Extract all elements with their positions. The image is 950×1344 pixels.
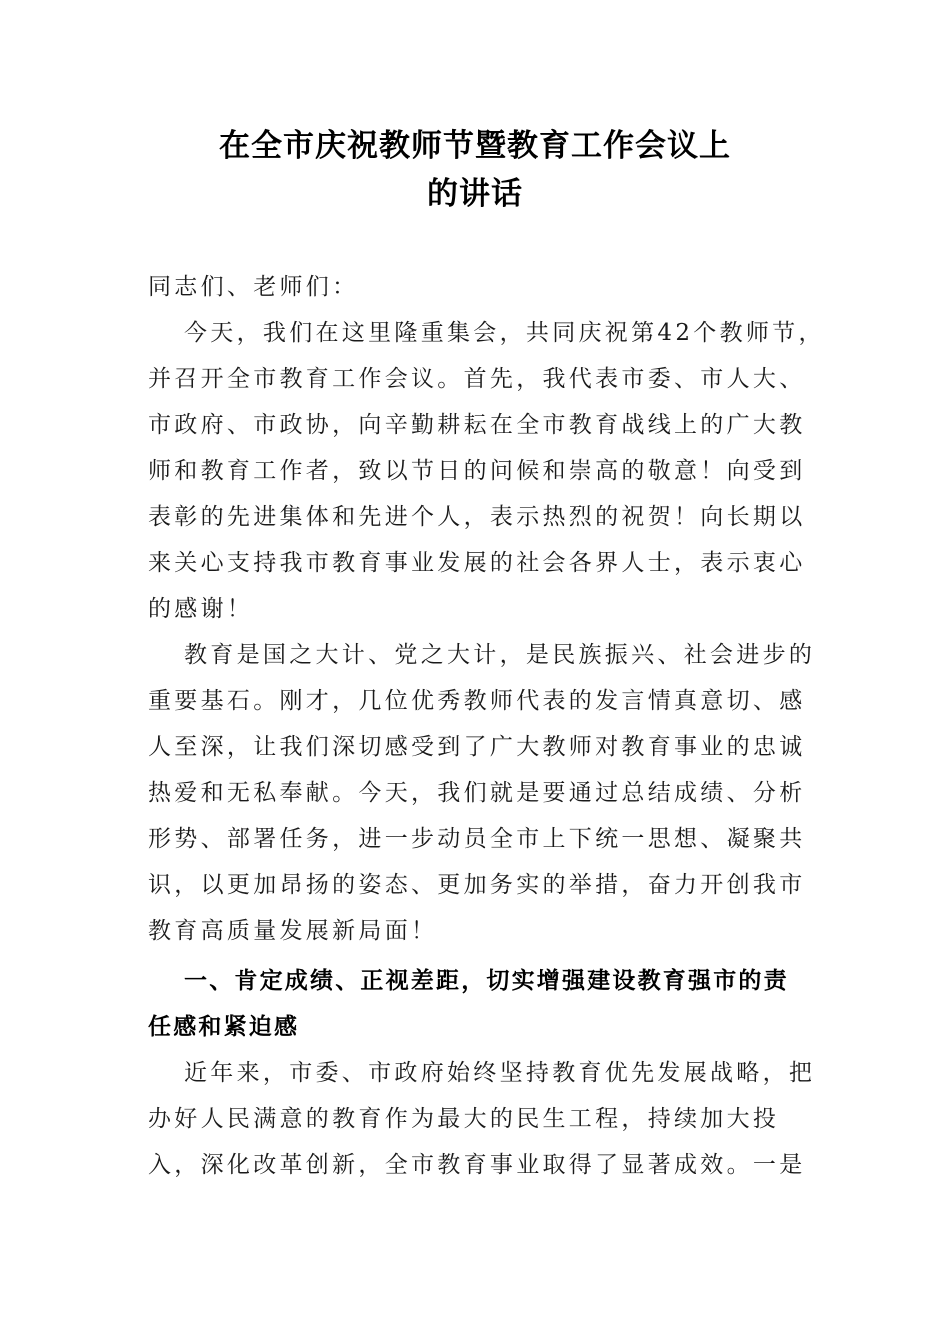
document-title-line-1: 在全市庆祝教师节暨教育工作会议上 <box>219 128 731 164</box>
section-heading-line: 任感和紧迫感 <box>148 1014 300 1040</box>
paragraph-1-line: 师和教育工作者，致以节日的问候和崇高的敬意！向受到 <box>148 458 806 484</box>
paragraph-2-line: 热爱和无私奉献。今天，我们就是要通过总结成绩、分析 <box>148 780 806 806</box>
paragraph-2-line: 识，以更加昂扬的姿态、更加务实的举措，奋力开创我市 <box>148 872 806 898</box>
paragraph-1-line: 表彰的先进集体和先进个人，表示热烈的祝贺！向长期以 <box>148 504 806 530</box>
paragraph-2-line: 重要基石。刚才，几位优秀教师代表的发言情真意切、感 <box>148 688 806 714</box>
section-heading-line: 一、肯定成绩、正视差距，切实增强建设教育强市的责 <box>184 968 789 994</box>
document-title-line-2: 的讲话 <box>427 176 523 212</box>
paragraph-2-line: 教育是国之大计、党之大计，是民族振兴、社会进步的 <box>184 642 816 668</box>
paragraph-3-line: 入，深化改革创新，全市教育事业取得了显著成效。一是 <box>148 1152 806 1178</box>
paragraph-1-line: 的感谢！ <box>148 596 254 622</box>
paragraph-2-line: 教育高质量发展新局面！ <box>148 918 438 944</box>
paragraph-2-line: 人至深，让我们深切感受到了广大教师对教育事业的忠诚 <box>148 734 806 760</box>
paragraph-3-line: 办好人民满意的教育作为最大的民生工程，持续加大投 <box>148 1106 780 1132</box>
salutation: 同志们、老师们： <box>148 274 359 300</box>
paragraph-1-line: 来关心支持我市教育事业发展的社会各界人士，表示衷心 <box>148 550 806 576</box>
paragraph-1-line: 市政府、市政协，向辛勤耕耘在全市教育战线上的广大教 <box>148 412 806 438</box>
paragraph-3-line: 近年来，市委、市政府始终坚持教育优先发展战略，把 <box>184 1060 816 1086</box>
paragraph-2-line: 形势、部署任务，进一步动员全市上下统一思想、凝聚共 <box>148 826 806 852</box>
paragraph-1-line: 并召开全市教育工作会议。首先，我代表市委、市人大、 <box>148 366 806 392</box>
paragraph-1-line: 今天，我们在这里隆重集会，共同庆祝第42个教师节， <box>184 320 825 346</box>
